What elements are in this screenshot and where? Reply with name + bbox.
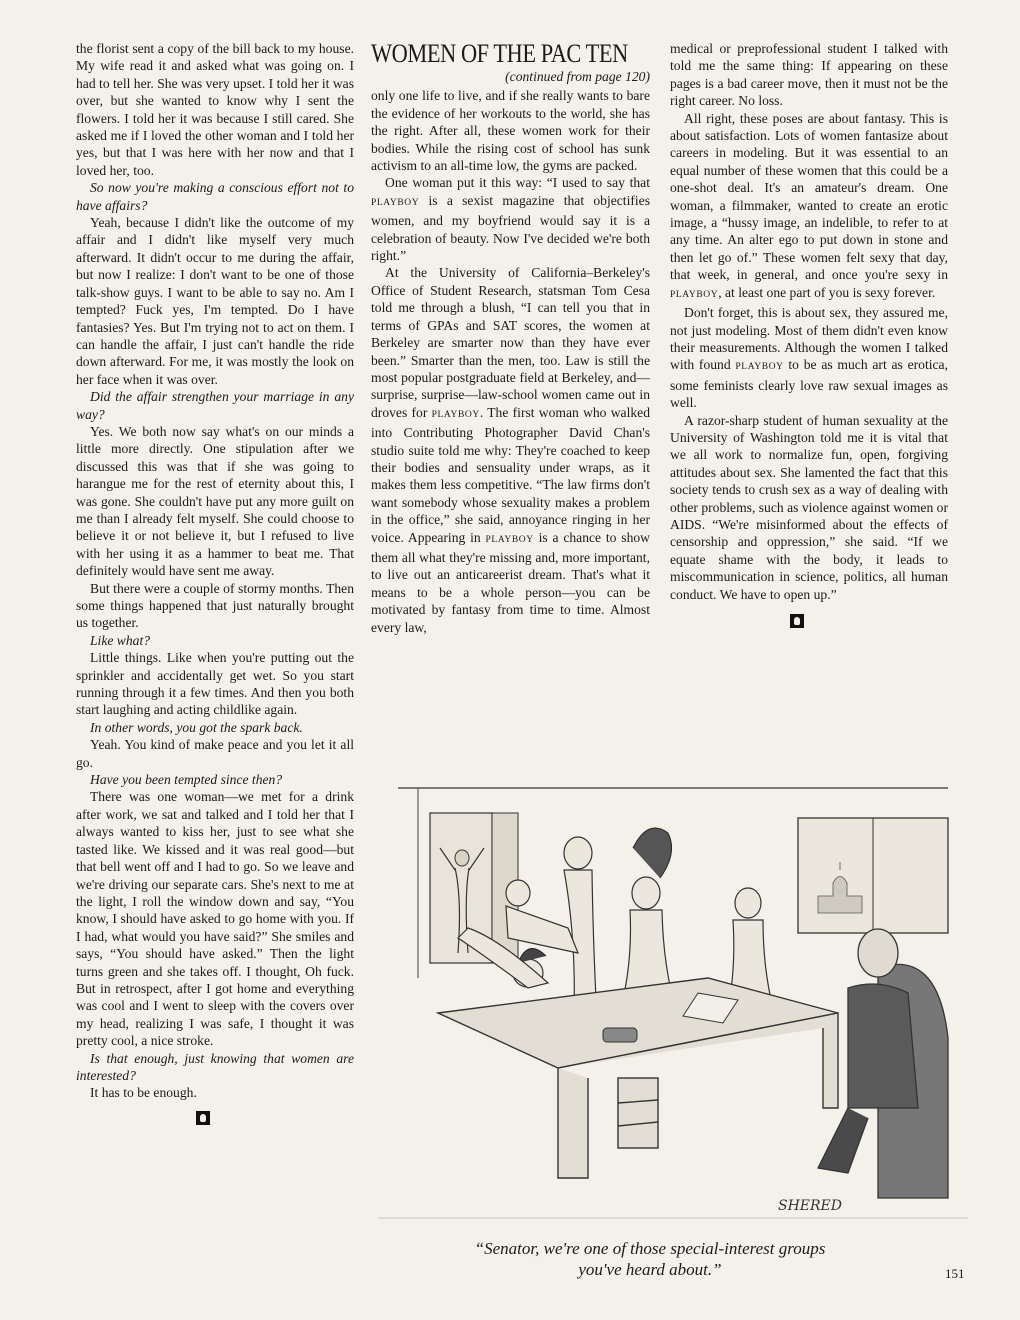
page-number: 151: [945, 1266, 965, 1281]
text-run: only one life to live, and if she really wants to bare the evidence of her workouts to the world, she has the right. After all, these women work for their bodies. While the rising cost of school has sunk activism to an all-time low, the gyms are packed.: [371, 88, 650, 174]
paragraph: [371, 87, 650, 174]
continued-note: (continued from page 120): [505, 69, 650, 84]
end-mark-wrapper: [670, 609, 948, 628]
text-run: A razor-sharp student of human sexuality at the University of Washington told me it is vital that we all work to normalize fun, open, forgiving attitudes about sex. She lamented the fact that this society tends to crush sex as a way of dealing with other problems, such as violence against women or AIDS. “We're misinformed about the effects of censorship and oppression,” she said. “If we equate shame with the body, it leads to miscommunication in science, politics, all human conduct. We have to open up.”: [670, 412, 948, 602]
paragraph: Yeah, because I didn't like the outcome of my affair and I didn't like myself very much afterward. It didn't occur to me during the affair, but now I realize: I don't want to be one of those talk-show guys. I want to be able to say no. Am I tempted? Fuck yes, I'm tempted. Do I have fantasies? Yes. But I'm trying not to act on them. I can handle the affair, I just can't handle the ride down afterward. For me, it was mostly the look on her face when it was over.: [76, 215, 354, 387]
caption-line-1: “Senator, we're one of those special-interest groups: [474, 1239, 826, 1258]
paragraph: [670, 40, 948, 110]
paragraph: Little things. Like when you're putting out the sprinkler and accidentally get wet. So you start running through it a few times. And then you both start laughing and acting childlike again.: [76, 650, 354, 718]
magazine-name: PLAYBOY: [485, 534, 534, 545]
rabbit-head-icon: [196, 1111, 210, 1125]
text-run: . The first woman who walked into Contributing Photographer David Chan's studio suite told me why: They're coached to keep their bodies and sensuality under wraps, as it makes them less competitive. “The law firms don't want somebody whose sexuality makes a problem in the office,” she said, annoyance ringing in her voice. Appearing in: [371, 404, 650, 545]
cartoonist-signature: SHERED: [778, 1198, 843, 1214]
interview-question: In other words, you got the spark back.: [90, 719, 303, 735]
article-headline: WOMEN OF THE PAC TEN: [371, 39, 628, 68]
interview-question: Is that enough, just knowing that women are interested?: [76, 1050, 354, 1083]
magazine-name: PLAYBOY: [735, 362, 784, 373]
text-run: to be as much art as erotica, some feminists clearly love raw sexual images as well.: [670, 357, 948, 411]
interview-question: Did the affair strengthen your marriage in any way?: [76, 389, 354, 422]
text-run: is a chance to show them all what they're missing and, more important, to live out an anticareerist dream. That's what it means to be a whole person—you can be motivated by fantasy from time to time. Almost every law,: [371, 529, 650, 635]
end-mark-wrapper: [76, 1106, 354, 1125]
text-run: medical or preprofessional student I talked with told me the same thing: If appearing on these pages is a bad career move, then it must not be the right career. No loss.: [670, 41, 948, 109]
text-run: All right, these poses are about fantasy. This is about satisfaction. Lots of women fantasize about careers in modeling. But it was essential to an equal number of these women that this could be a one-shot deal. It's an amateur's dream. One woman, a filmmaker, wanted to create an erotic image, a “hussy image, an indelible, to refer to at any time. An alter ego to put down in stone and then let go of.” These women felt sexy that day, that week, in general, and once you're sexy in: [670, 110, 948, 283]
text-run: One woman put it this way: “I used to say that: [385, 175, 650, 191]
caption-line-2: you've heard about.”: [578, 1260, 722, 1279]
paragraph: It has to be enough.: [90, 1085, 197, 1101]
paragraph: [371, 264, 650, 636]
paragraph: [371, 174, 650, 264]
paragraph: Yeah. You kind of make peace and you let it all go.: [76, 737, 354, 770]
paragraph: There was one woman—we met for a drink after work, we sat and talked and I told her that I always wanted to kiss her, just to see what she tasted like. We kissed and it was real good—but that bell went off and I had to go. So we leave and we're driving our separate cars. She's next to me at the light, I roll the window down and say, “You know, I should have asked to go home with you. If I had, what would you have said?” She smiles and says, “You should have asked.” Then the light turns green and she takes off. I thought, Oh fuck. But in retrospect, after I got home and everything was cool and I went to sleep with the covers over my head, realizing I was safe, I thought it was pretty cool, a nice stroke.: [76, 789, 354, 1049]
column-3-body: [670, 40, 948, 603]
column-2-body: [371, 87, 650, 636]
text-run: Don't forget, this is about sex, they assured me, not just modeling. Most of them didn't even know their measurements. Although the women I talked with found: [670, 305, 948, 373]
rabbit-head-icon: [790, 614, 804, 628]
magazine-name: PLAYBOY: [670, 289, 719, 300]
interview-question: Have you been tempted since then?: [90, 772, 283, 788]
cartoon-caption: [420, 1238, 880, 1280]
paragraph: Yes. We both now say what's on our minds a little more directly. One stipulation after we discussed this was that if she was going to harangue me for the rest of eternity about this, I was gone. She couldn't have put any more guilt on me than I already felt myself. She could choose to believe it or not believe it, but I refused to live with her using it as a hammer to beat me. That definitely would have sent me away.: [76, 423, 354, 579]
paragraph: [670, 304, 948, 411]
cartoon-illustration: [378, 778, 968, 1233]
paragraph: [670, 412, 948, 603]
paragraph: [670, 110, 948, 304]
paragraph: the florist sent a copy of the bill back to my house. My wife read it and asked what was going on. I had to tell her. She was very upset. I told her it was over, but she wanted to know why I sent the flowers. I told her it was because I still cared. She asked me if I loved the other woman and I told her yes, but that I was here with her now and that I loved her, too.: [76, 41, 354, 178]
text-run: , at least one part of you is sexy forever.: [718, 284, 936, 300]
article-column-3: [670, 40, 948, 628]
magazine-name: PLAYBOY: [371, 197, 420, 208]
article-column-1: [76, 40, 354, 1125]
article-column-2: [371, 40, 650, 636]
interview-question: Like what?: [90, 632, 151, 648]
text-run: is a sexist magazine that objectifies women, and my boyfriend would say it is a celebration of beauty. Now I've decided we're both right.”: [371, 192, 650, 264]
paragraph: But there were a couple of stormy months. Then some things happened that just naturally brought us together.: [76, 580, 354, 631]
text-run: At the University of California–Berkeley's Office of Student Research, statsman Tom Cesa told me through a blush, “I can tell you that in terms of GPAs and SAT scores, the women at Berkeley are smarter now than they have ever been.” Smarter than the men, too. Law is still the most popular postgraduate field at Berkeley, and—surprise, surprise—law-school women came out in droves for: [371, 265, 650, 420]
magazine-name: PLAYBOY: [431, 409, 480, 420]
interview-question: So now you're making a conscious effort not to have affairs?: [76, 180, 354, 213]
